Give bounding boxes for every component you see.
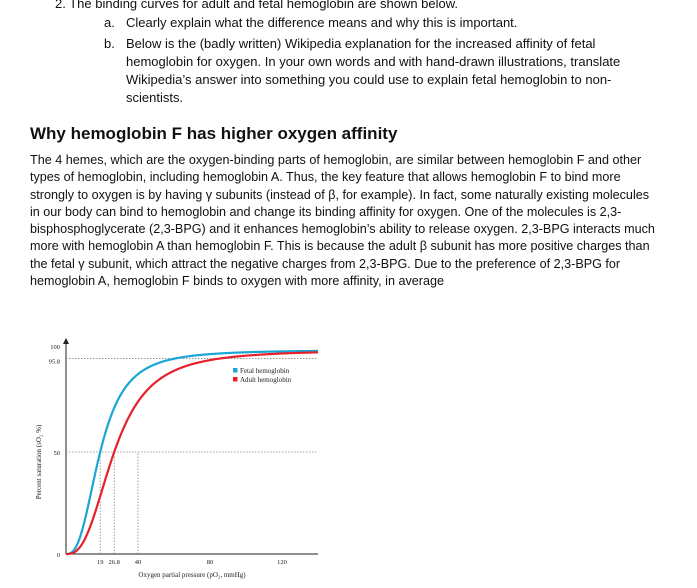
- legend-label: Fetal hemoglobin: [240, 367, 290, 375]
- binding-curve-chart: [0, 330, 697, 583]
- y-tick-label: 0: [56, 552, 60, 559]
- item-b-letter: b.: [104, 36, 115, 51]
- wiki-paragraph: The 4 hemes, which are the oxygen-binding parts of hemoglobin, are similar between hemoglobin F and other types of hemoglobin, including hemoglobin A. Thus, the key feature that allows hemoglobin F to bind more strongly to oxygen is by having γ subunits (instead of β, for example). In fact, some naturally existing molecules in our body can bind to hemoglobin and change its binding affinity for oxygen. One of the molecules is 2,3-bisphosphoglycerate (2,3-BPG) and it enhances hemoglobin’s ability to release oxygen. 2,3-BPG interacts much more with hemoglobin A than hemoglobin F. This is because the adult β subunit has more positive charges than the fetal γ subunit, which attract the negative charges from 2,3-BPG. Due to the preference of 2,3-BPG for hemoglobin A, hemoglobin F binds to oxygen with more affinity, in average: [30, 153, 655, 289]
- x-tick-label: 19: [96, 559, 104, 566]
- x-tick-label: 40: [134, 559, 142, 566]
- x-tick-label: 26.8: [108, 559, 120, 566]
- x-tick-label: 80: [206, 559, 214, 566]
- legend-swatch: [233, 377, 238, 382]
- item-a-text: Clearly explain what the difference means and why this is important.: [126, 15, 518, 30]
- chart-svg: [0, 330, 697, 583]
- legend-label: Adult hemoglobin: [240, 376, 292, 384]
- wiki-heading: Why hemoglobin F has higher oxygen affinity: [30, 124, 398, 143]
- y-tick-label: 50: [53, 450, 60, 457]
- question-title: 2. The binding curves for adult and fetal hemoglobin are shown below.: [55, 0, 459, 11]
- y-tick-label: 100: [50, 344, 60, 351]
- y-axis-label: Percent saturation (sO₂ %): [35, 424, 43, 500]
- legend-swatch: [233, 368, 238, 373]
- item-b-text: Below is the (badly written) Wikipedia explanation for the increased affinity of fetal hemoglobin for oxygen. In your own words and with hand-drawn illustrations, translate Wikipedia’s answer into something you could use to explain fetal hemoglobin to non-scientists.: [126, 36, 621, 105]
- x-axis-label: Oxygen partial pressure (pO₂, mmHg): [138, 571, 246, 579]
- y-axis-arrow: [63, 338, 69, 344]
- y-tick-label: 95.8: [48, 358, 60, 366]
- item-a-letter: a.: [104, 15, 115, 30]
- x-tick-label: 120: [277, 559, 287, 566]
